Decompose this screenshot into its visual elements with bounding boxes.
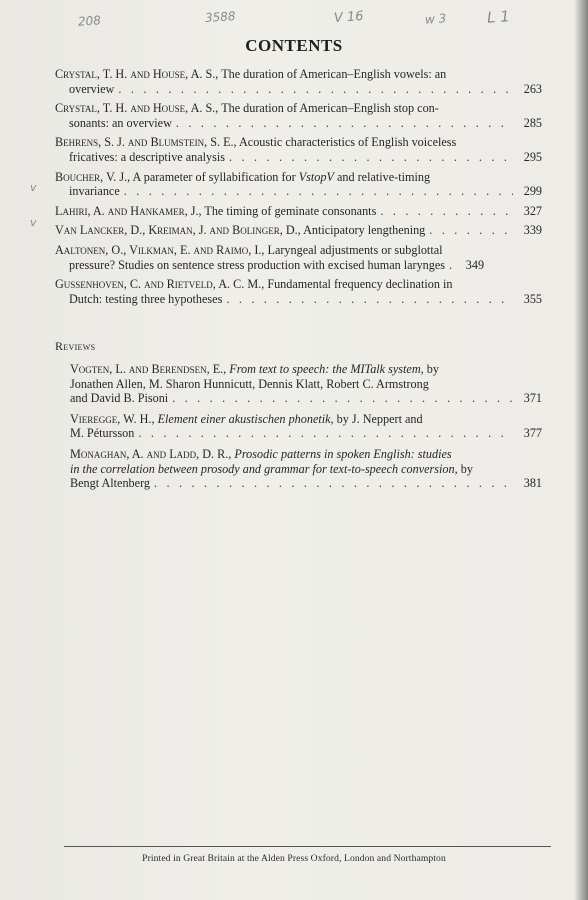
contents-entry (55, 277, 542, 306)
review-entry (70, 362, 542, 406)
handwritten-note: L 1 (486, 7, 511, 27)
handwritten-notes (0, 8, 588, 38)
review-title-cont: Bengt Altenberg (70, 476, 150, 491)
entry-authors: Van Lancker, D., Kreiman, J. and Bolinger, D., (55, 223, 301, 238)
review-page: 371 (523, 391, 542, 406)
entry-page: 263 (523, 81, 542, 96)
handwritten-note: 3588 (204, 8, 236, 26)
leader-dots (138, 426, 513, 441)
leader-dots (429, 223, 513, 238)
leader-dots (229, 150, 513, 165)
entry-authors: Behrens, S. J. and Blumstein, S. E., (55, 135, 237, 150)
entry-page: 349 (465, 257, 485, 272)
leader-dots (226, 292, 513, 307)
review-authors: Vieregge, W. H., (70, 411, 155, 426)
review-authors: Monaghan, A. and Ladd, D. R., (70, 446, 232, 461)
entry-page: 327 (523, 203, 542, 218)
entry-page: 299 (523, 184, 542, 199)
leader-dots (124, 184, 513, 199)
review-title-cont: Jonathen Allen, M. Sharon Hunnicutt, Dennis Klatt, Robert C. Armstrong (70, 376, 429, 391)
entry-title-cont: invariance (69, 184, 120, 199)
handwritten-note: V 16 (333, 8, 365, 27)
review-entry (70, 447, 542, 491)
entry-authors: Crystal, T. H. and House, A. S., (55, 101, 219, 116)
entry-authors: Lahiri, A. and Hankamer, J., (55, 203, 202, 218)
contents-entry (55, 204, 542, 219)
review-title: by (460, 461, 473, 476)
leader-dots (172, 391, 513, 406)
footer-rule (64, 846, 551, 847)
leader-dots (154, 476, 513, 491)
entry-title: Laryngeal adjustments or subglottal (267, 242, 443, 257)
entry-title: The duration of American–English vowels: an (221, 67, 447, 81)
printer-imprint: Printed in Great Britain at the Alden Press Oxford, London and Northampton (142, 853, 446, 864)
entry-page: 295 (523, 149, 542, 164)
entry-page: 339 (523, 223, 542, 238)
contents-entry (55, 223, 542, 238)
handwritten-note: 208 (77, 13, 102, 29)
margin-check-mark: v (30, 181, 37, 194)
entry-title: The duration of American–English stop con- (221, 101, 439, 116)
contents-entry (55, 67, 542, 96)
review-page: 377 (523, 426, 542, 441)
handwritten-note: w 3 (424, 11, 447, 27)
leader-dots (118, 82, 513, 97)
entry-page: 285 (523, 115, 542, 130)
review-title-cont: and David B. Pisoni (70, 391, 169, 406)
review-title: by J. Neppert and (336, 411, 423, 426)
entry-title: The timing of geminate consonants (204, 203, 377, 218)
review-title: by (426, 362, 439, 376)
leader-dots (449, 258, 455, 273)
review-title-italic: in the correlation between prosody and grammar for text-to-speech conversion, (70, 461, 458, 476)
entry-title: and relative-timing (336, 169, 431, 184)
entry-title-cont: overview (69, 81, 115, 96)
contents-entry (55, 170, 542, 199)
entry-authors: Boucher, V. J., (55, 169, 131, 184)
contents-entry (55, 243, 542, 272)
contents-entry (55, 101, 542, 130)
entry-title: Fundamental frequency declination in (267, 277, 453, 292)
entry-authors: Crystal, T. H. and House, A. S., (55, 67, 219, 81)
leader-dots (380, 204, 513, 219)
margin-check-mark: v (30, 216, 37, 229)
entry-title: Anticipatory lengthening (303, 223, 426, 238)
review-title-italic: Prosodic patterns in spoken English: studies (234, 446, 452, 461)
entry-authors: Aaltonen, O., Vilkman, E. and Raimo, I., (55, 242, 265, 257)
entry-title-cont: pressure? Studies on sentence stress production with excised human larynges (69, 257, 446, 272)
leader-dots (176, 116, 513, 131)
entry-authors: Gussenhoven, C. and Rietveld, A. C. M., (55, 277, 265, 292)
entry-title-cont: fricatives: a descriptive analysis (69, 149, 226, 164)
entry-title: A parameter of syllabification for (132, 169, 296, 184)
reviews-list (70, 362, 542, 497)
entry-title-italic: VstopV (298, 169, 334, 184)
entry-title-cont: Dutch: testing three hypotheses (69, 291, 223, 306)
contents-list (55, 67, 542, 311)
review-title-cont: M. Pétursson (70, 426, 135, 441)
entry-page: 355 (523, 291, 542, 306)
page-edge-shadow (574, 0, 588, 900)
contents-title: CONTENTS (245, 36, 343, 55)
review-authors: Vogten, L. and Berendsen, E., (70, 362, 227, 376)
review-title-italic: From text to speech: the MITalk system, (229, 362, 424, 376)
review-entry (70, 412, 542, 441)
reviews-heading: Reviews (55, 339, 96, 353)
entry-title: Acoustic characteristics of English voiceless (238, 135, 457, 150)
review-title-italic: Element einer akustischen phonetik, (157, 411, 334, 426)
review-page: 381 (523, 476, 542, 491)
contents-entry (55, 135, 542, 164)
entry-title-cont: sonants: an overview (69, 115, 172, 130)
